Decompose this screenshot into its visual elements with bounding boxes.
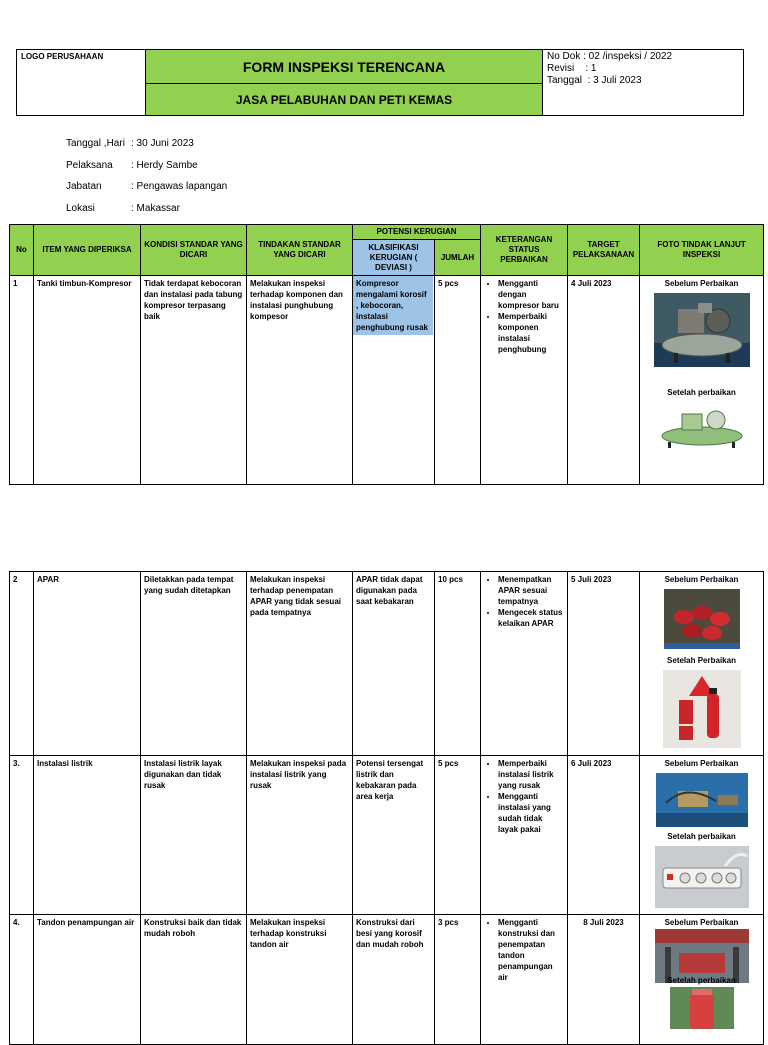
row-klasifikasi: Konstruksi dari besi yang korosif dan mudah roboh	[353, 915, 435, 1045]
row-keterangan	[481, 572, 568, 756]
meta-position	[66, 181, 227, 192]
row-jumlah: 3 pcs	[435, 915, 481, 1045]
row-target: 4 Juli 2023	[568, 276, 640, 485]
apar-before-photo	[664, 589, 740, 649]
doc-date: Tanggal : 3 Juli 2023	[547, 75, 642, 86]
meta-location	[66, 203, 180, 214]
row-tindakan: Melakukan inspeksi terhadap penempatan APAR yang tidak sesuai pada tempatnya	[247, 572, 353, 756]
photo-after-label: Setelah perbaikan	[667, 388, 736, 397]
col-tindakan: TINDAKAN STANDAR YANG DICARI	[247, 225, 353, 276]
doc-number: No Dok : 02 /inspeksi / 2022	[547, 51, 673, 62]
inspection-table-page1	[9, 224, 764, 485]
row-no: 4.	[10, 915, 34, 1045]
form-subtitle: JASA PELABUHAN DAN PETI KEMAS	[146, 84, 543, 116]
meta-executor	[66, 160, 198, 171]
photo-after-label: Setelah perbaikan	[667, 832, 736, 841]
row-kondisi: Tidak terdapat kebocoran dan instalasi pada tabung kompresor terpasang baik	[141, 276, 247, 485]
row-jumlah: 5 pcs	[435, 276, 481, 485]
keterangan-item: • Mengecek status kelaikan APAR	[498, 607, 564, 629]
row-item: Tanki timbun-Kompresor	[34, 276, 141, 485]
row-target: 8 Juli 2023	[568, 915, 640, 1045]
row-jumlah: 5 pcs	[435, 756, 481, 915]
row-klasifikasi: APAR tidak dapat digunakan pada saat kebakaran	[353, 572, 435, 756]
form-title: FORM INSPEKSI TERENCANA	[146, 50, 543, 84]
keterangan-item: • Mengganti konstruksi dan penempatan tandon penampungan air	[498, 917, 564, 983]
company-logo-placeholder: LOGO PERUSAHAAN	[17, 50, 146, 116]
photo-before-label: Sebelum Perbaikan	[664, 759, 739, 768]
row-kondisi: Diletakkan pada tempat yang sudah ditetapkan	[141, 572, 247, 756]
col-no: No	[10, 225, 34, 276]
row-tindakan: Melakukan inspeksi terhadap konstruksi tandon air	[247, 915, 353, 1045]
row-klasifikasi: Kompresor mengalami korosif , kebocoran, instalasi penghubung rusak	[353, 276, 433, 335]
col-klasifikasi: KLASIFIKASI KERUGIAN ( DEVIASI )	[353, 240, 435, 276]
document-info	[543, 50, 744, 116]
row-no: 1	[10, 276, 34, 485]
table-row	[10, 915, 764, 1045]
electrical-after-photo	[655, 846, 749, 908]
compressor-before-photo	[654, 293, 750, 367]
keterangan-item: • Menempatkan APAR sesuai tempatnya	[498, 574, 564, 607]
row-foto	[640, 756, 764, 915]
col-jumlah: JUMLAH	[435, 240, 481, 276]
col-item: ITEM YANG DIPERIKSA	[34, 225, 141, 276]
meta-value: : Makassar	[131, 203, 180, 214]
electrical-before-photo	[656, 773, 748, 827]
keterangan-item: • Mengganti dengan kompresor baru	[498, 278, 564, 311]
col-kondisi: KONDISI STANDAR YANG DICARI	[141, 225, 247, 276]
row-kondisi: Konstruksi baik dan tidak mudah roboh	[141, 915, 247, 1045]
row-item: Tandon penampungan air	[34, 915, 141, 1045]
row-foto	[640, 572, 764, 756]
meta-value: : Pengawas lapangan	[131, 181, 228, 192]
row-keterangan	[481, 756, 568, 915]
table-row	[10, 756, 764, 915]
meta-value: : Herdy Sambe	[131, 160, 198, 171]
table-row	[10, 572, 764, 756]
row-no: 3.	[10, 756, 34, 915]
keterangan-item: • Mengganti instalasi yang sudah tidak layak pakai	[498, 791, 564, 835]
row-target: 5 Juli 2023	[568, 572, 640, 756]
meta-label: Jabatan	[66, 181, 102, 192]
row-item: APAR	[34, 572, 141, 756]
table-row	[10, 276, 764, 485]
doc-revision: Revisi : 1	[547, 63, 597, 74]
row-foto	[640, 276, 764, 485]
form-header	[16, 49, 744, 116]
row-foto	[640, 915, 764, 1045]
water-tank-after-photo	[670, 987, 734, 1029]
row-target: 6 Juli 2023	[568, 756, 640, 915]
compressor-after-photo	[658, 402, 746, 450]
meta-label: Tanggal ,Hari	[66, 138, 125, 149]
photo-before-label: Sebelum Perbaikan	[664, 279, 739, 288]
apar-after-photo	[663, 670, 741, 748]
row-keterangan	[481, 276, 568, 485]
photo-after-label: Setelah perbaikan	[667, 976, 736, 985]
meta-label: Lokasi	[66, 203, 95, 214]
row-kondisi: Instalasi listrik layak digunakan dan tidak rusak	[141, 756, 247, 915]
photo-before-label: Sebelum Perbaikan	[664, 918, 739, 927]
row-tindakan: Melakukan inspeksi pada instalasi listrik yang rusak	[247, 756, 353, 915]
col-potensi: POTENSI KERUGIAN	[353, 225, 481, 240]
row-klasifikasi: Potensi tersengat listrik dan kebakaran pada area kerja	[353, 756, 435, 915]
col-target: TARGET PELAKSANAAN	[568, 225, 640, 276]
row-tindakan: Melakukan inspeksi terhadap komponen dan instalasi punghubung kompesor	[247, 276, 353, 485]
meta-value: : 30 Juni 2023	[131, 138, 194, 149]
inspection-table-page2	[9, 571, 764, 1045]
photo-after-label: Setelah Perbaikan	[667, 656, 736, 665]
keterangan-item: • Memperbaiki komponen instalasi penghubung	[498, 311, 564, 355]
meta-date	[66, 138, 194, 149]
row-item: Instalasi listrik	[34, 756, 141, 915]
meta-label: Pelaksana	[66, 160, 113, 171]
row-keterangan	[481, 915, 568, 1045]
row-no: 2	[10, 572, 34, 756]
col-foto: FOTO TINDAK LANJUT INSPEKSI	[640, 225, 764, 276]
photo-before-label: Sebelum Perbaikan	[664, 575, 739, 584]
keterangan-item: • Memperbaiki instalasi listrik yang rusak	[498, 758, 564, 791]
col-keterangan: KETERANGAN STATUS PERBAIKAN	[481, 225, 568, 276]
row-jumlah: 10 pcs	[435, 572, 481, 756]
row-klasifikasi-cell	[353, 276, 435, 485]
